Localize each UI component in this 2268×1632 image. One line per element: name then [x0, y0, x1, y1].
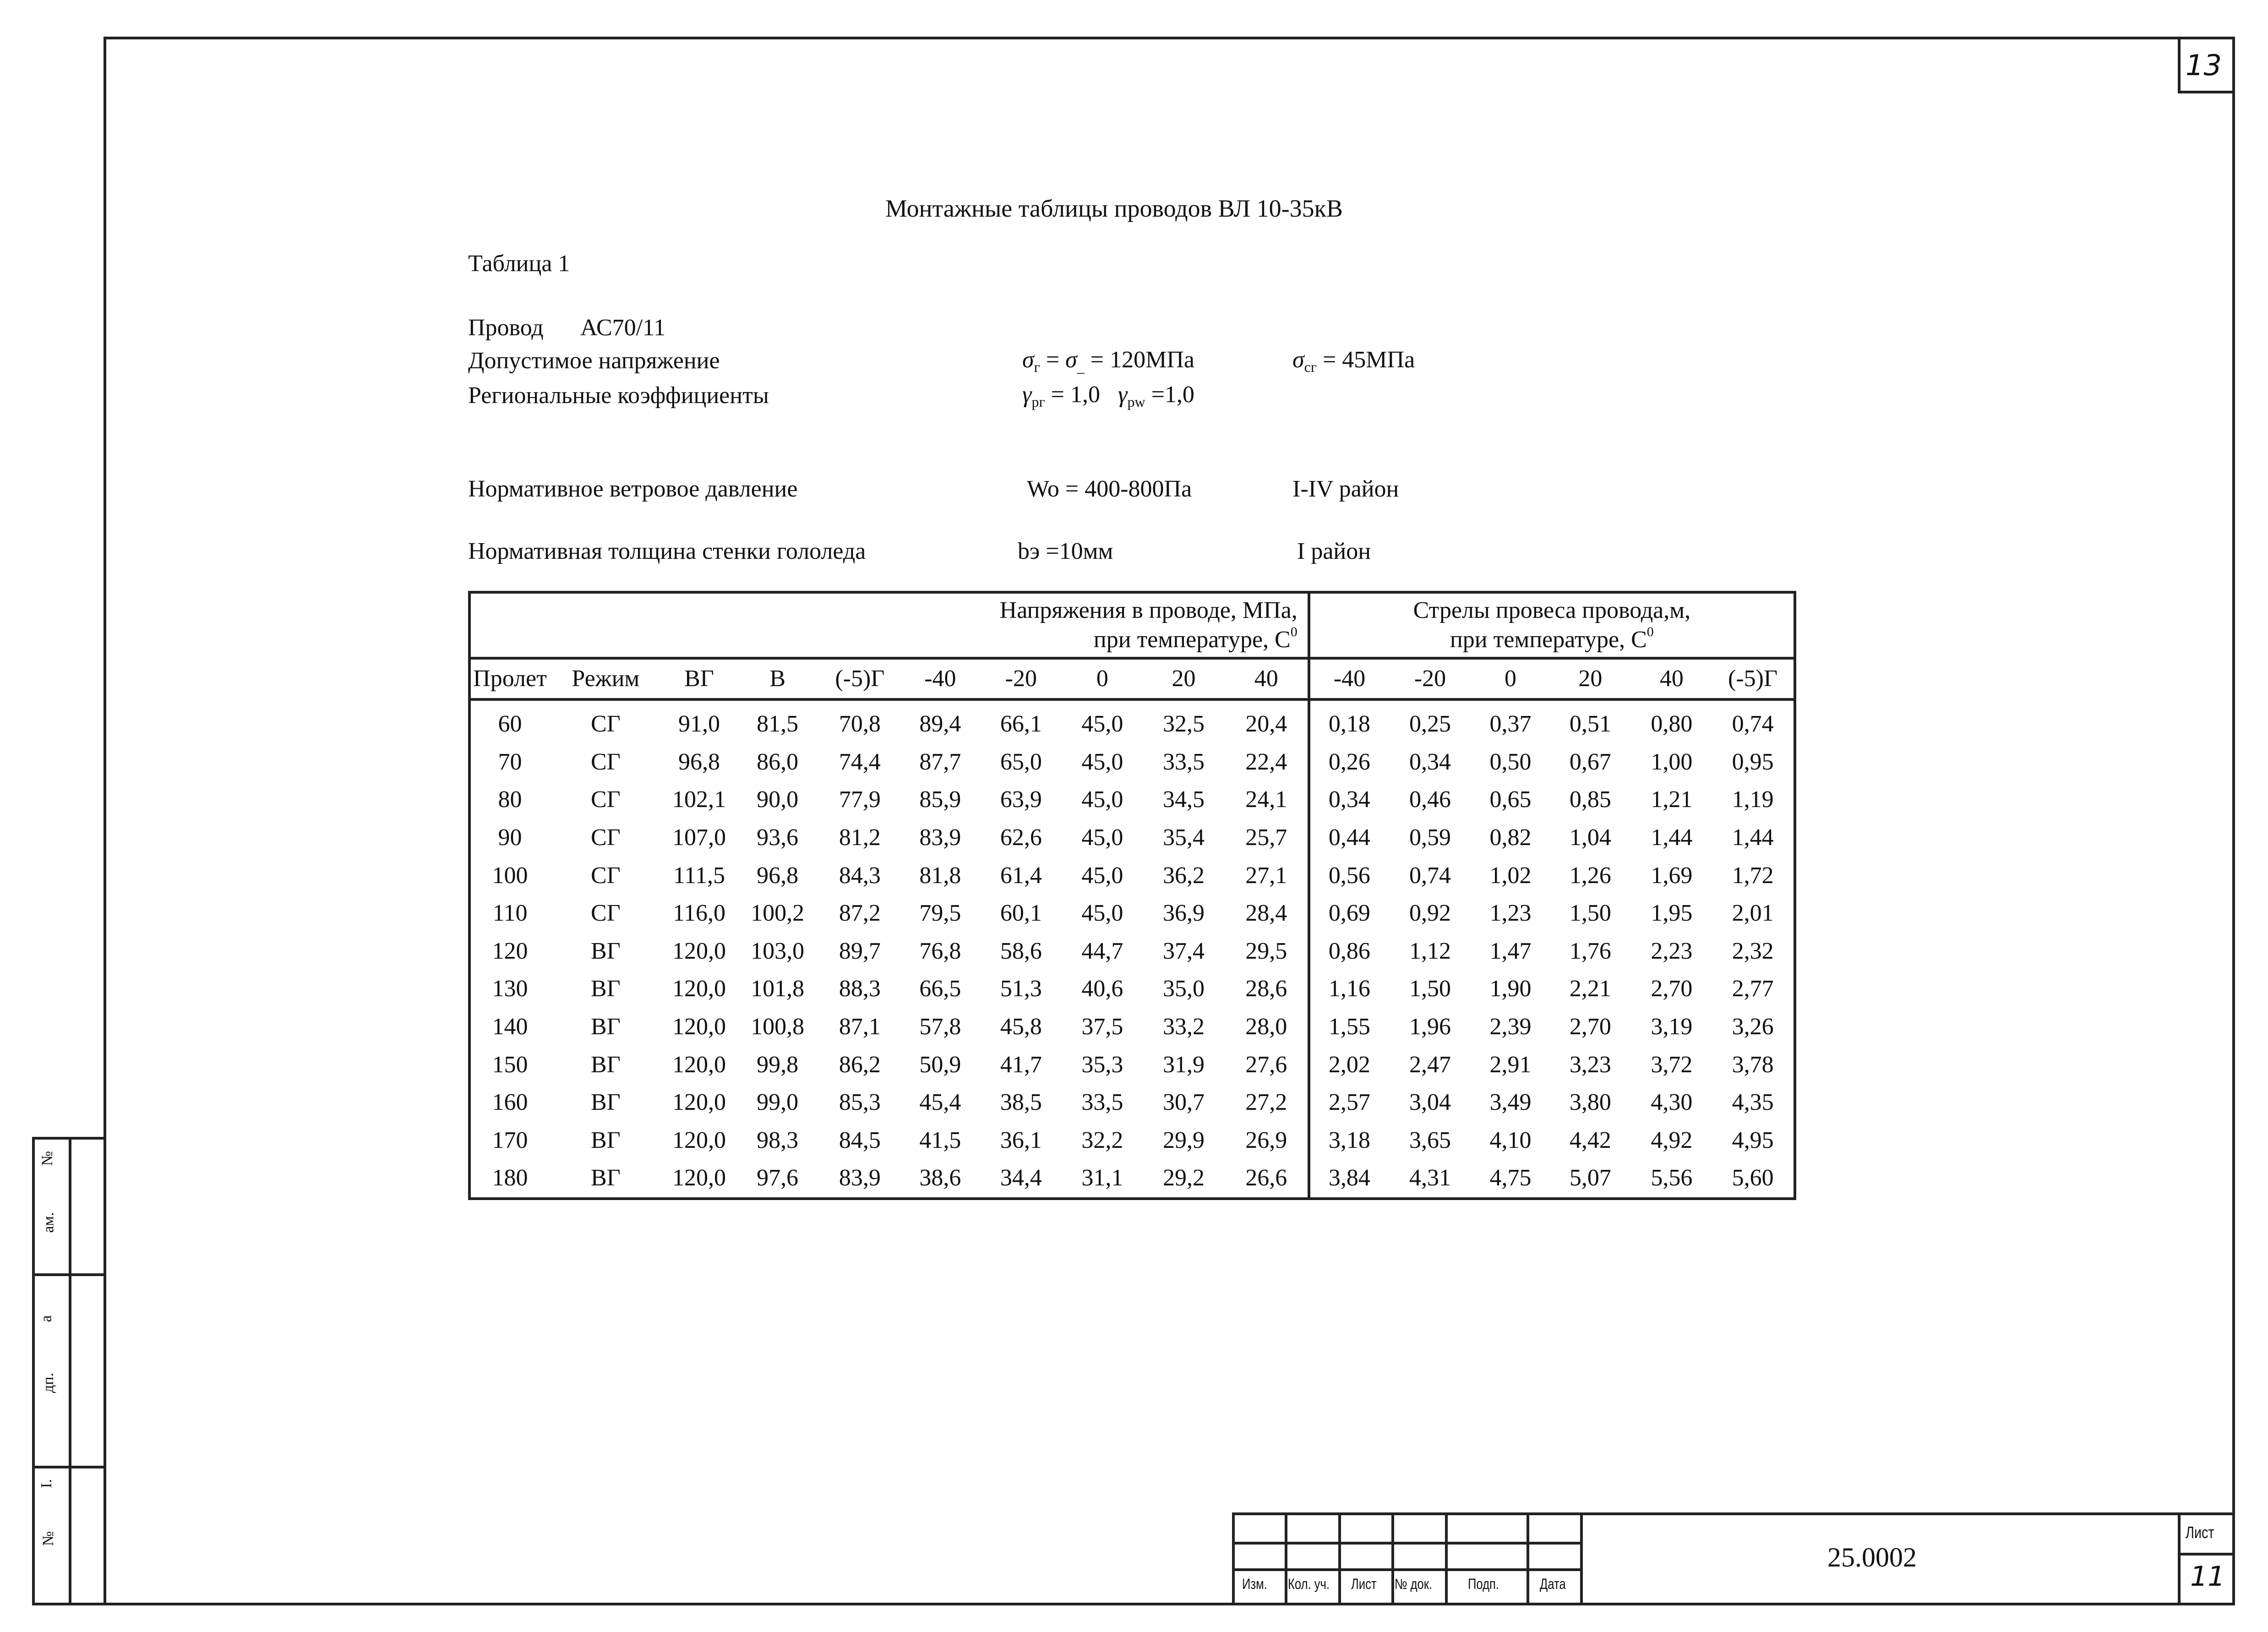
side-stamp-label-4: дп.	[40, 1373, 57, 1393]
coef-label: Региональные коэффициенты	[468, 382, 769, 409]
tb-label-kol: Кол. уч.	[1288, 1576, 1330, 1592]
table-cell: 1,69	[1651, 862, 1693, 889]
table-cell: 60	[498, 711, 522, 737]
side-stamp-label-3: а	[38, 1315, 55, 1322]
table-cell: 0,67	[1569, 748, 1611, 775]
table-cell: 45,0	[1081, 824, 1123, 851]
table-row	[469, 970, 1795, 1008]
table-cell: 28,0	[1225, 1008, 1309, 1046]
sag-group-header: Стрелы провеса провода,м, при температуре, $С^0$	[1309, 592, 1795, 658]
table-cell: 5,07	[1569, 1165, 1611, 1191]
table-cell: 76,8	[919, 938, 961, 964]
table-cell: 110	[492, 900, 528, 927]
table-cell: 27,2	[1225, 1084, 1309, 1122]
table-cell: 70,8	[839, 711, 881, 737]
table-cell: 85,3	[839, 1089, 881, 1116]
table-cell: 116,0	[672, 900, 726, 927]
table-cell: 1,96	[1409, 1014, 1451, 1040]
table-cell: 1,16	[1328, 976, 1370, 1002]
table-cell: 26,6	[1225, 1159, 1309, 1199]
ice-region: I район	[1297, 538, 1371, 564]
table-cell: 45,0	[1081, 862, 1123, 889]
table-cell: 120,0	[672, 1165, 726, 1191]
table-cell: 0,74	[1409, 862, 1451, 889]
table-cell: 70	[498, 748, 522, 775]
table-row	[469, 1084, 1795, 1122]
table-cell: 1,44	[1732, 824, 1774, 851]
tb-label-izm: Изм.	[1242, 1576, 1267, 1592]
table-cell: 84,3	[839, 862, 881, 889]
tb-label-list: Лист	[1351, 1576, 1377, 1592]
column-header: 40	[1225, 658, 1309, 699]
column-header: Режим	[549, 658, 662, 699]
column-header: 20	[1142, 658, 1225, 699]
side-stamp-label-2: ам.	[40, 1212, 57, 1233]
table-cell: 81,5	[757, 711, 799, 737]
page-title: Монтажные таблицы проводов ВЛ 10-35кВ	[885, 195, 1343, 222]
table-cell: 45,0	[1081, 748, 1123, 775]
table-cell: 80	[498, 786, 522, 813]
table-cell: 86,2	[839, 1051, 881, 1078]
side-stamp-row-line-1	[32, 1273, 104, 1276]
table-cell: 2,47	[1409, 1051, 1451, 1078]
table-cell: 0,80	[1651, 711, 1693, 737]
table-cell: 3,04	[1409, 1089, 1451, 1116]
inner-top-line	[2178, 91, 2235, 93]
tb-col-line-2	[1338, 1512, 1341, 1605]
sheet-label: Лист	[2186, 1523, 2214, 1542]
table-cell: 1,95	[1651, 900, 1693, 927]
table-cell: 89,4	[919, 711, 961, 737]
table-cell: 91,0	[678, 711, 720, 737]
side-stamp-divider	[69, 1137, 71, 1605]
table-cell: 89,7	[839, 938, 881, 964]
table-cell: 2,02	[1328, 1051, 1370, 1078]
table-cell: 4,31	[1409, 1165, 1451, 1191]
wire-value: АС70/11	[580, 315, 666, 341]
table-cell: 87,7	[919, 748, 961, 775]
tb-row-line-1	[1232, 1542, 1583, 1545]
table-cell: 4,35	[1732, 1089, 1774, 1116]
table-cell: 0,37	[1489, 711, 1532, 737]
table-row	[469, 933, 1795, 971]
table-cell: 0,86	[1328, 938, 1370, 964]
table-cell: 1,04	[1569, 824, 1611, 851]
table-cell: 0,34	[1409, 748, 1451, 775]
table-cell: 0,59	[1409, 824, 1451, 851]
table-cell: 31,1	[1081, 1165, 1123, 1191]
table-cell: 45,4	[919, 1089, 961, 1116]
table-header-groups	[469, 592, 1795, 658]
table-cell: 83,9	[839, 1165, 881, 1191]
table-row	[469, 1046, 1795, 1084]
table-cell: 35,0	[1162, 976, 1205, 1002]
column-header: В	[736, 658, 819, 699]
table-cell: 1,72	[1732, 862, 1774, 889]
table-cell: 0,26	[1328, 748, 1370, 775]
table-cell: 90,0	[757, 786, 799, 813]
table-cell: 0,50	[1489, 748, 1532, 775]
table-cell: 120,0	[672, 938, 726, 964]
table-cell: 1,19	[1732, 786, 1774, 813]
stress-formula: $\sigma_г = \sigma_{\_} = 120МПа$	[1022, 347, 1194, 375]
column-header: (-5)Г	[1712, 658, 1795, 699]
table-cell: 130	[492, 976, 528, 1002]
title-block	[1232, 1512, 2235, 1605]
table-cell: 3,78	[1732, 1051, 1774, 1078]
table-cell: 90	[498, 824, 522, 851]
table-cell: 0,92	[1409, 900, 1451, 927]
stress-label: Допустимое напряжение	[468, 348, 720, 374]
table-cell: 1,02	[1489, 862, 1532, 889]
side-stamp-row-line-2	[32, 1466, 104, 1468]
table-cell: 2,39	[1489, 1014, 1532, 1040]
tb-label-doc: № док.	[1395, 1576, 1433, 1592]
table-cell: 51,3	[1000, 976, 1042, 1002]
table-cell: 33,5	[1162, 748, 1205, 775]
table-cell: 33,2	[1162, 1014, 1205, 1040]
table-column-headers	[469, 658, 1795, 699]
table-cell: 60,1	[1000, 900, 1042, 927]
table-cell: СГ	[590, 862, 621, 889]
tb-col-line-4	[1445, 1512, 1448, 1605]
table-cell: 62,6	[1000, 824, 1042, 851]
table-cell: 33,5	[1081, 1089, 1123, 1116]
table-cell: 36,9	[1162, 900, 1205, 927]
table-cell: 120,0	[672, 1051, 726, 1078]
table-cell: 41,5	[919, 1127, 961, 1153]
table-cell: 2,70	[1651, 976, 1693, 1002]
table-cell: 120	[492, 938, 528, 964]
table-cell: 79,5	[919, 900, 961, 927]
column-header: -20	[1389, 658, 1472, 699]
table-cell: 2,57	[1328, 1089, 1370, 1116]
table-cell: 65,0	[1000, 748, 1042, 775]
table-cell: 0,69	[1328, 900, 1370, 927]
table-cell: 66,5	[919, 976, 961, 1002]
table-cell: 20,4	[1225, 699, 1309, 743]
column-header: -20	[980, 658, 1063, 699]
table-cell: 3,23	[1569, 1051, 1611, 1078]
table-cell: 32,5	[1162, 711, 1205, 737]
table-cell: 101,8	[751, 976, 805, 1002]
table-cell: СГ	[590, 786, 621, 813]
table-cell: 28,6	[1225, 970, 1309, 1008]
table-cell: 160	[492, 1089, 528, 1116]
table-cell: ВГ	[590, 976, 621, 1002]
wind-value: Wo = 400-800Па	[1027, 476, 1192, 502]
table-cell: 99,0	[757, 1089, 799, 1116]
table-cell: 45,8	[1000, 1014, 1042, 1040]
table-cell: 1,47	[1489, 938, 1532, 964]
table-cell: 1,26	[1569, 862, 1611, 889]
table-cell: 1,90	[1489, 976, 1532, 1002]
table-cell: 100,2	[751, 900, 805, 927]
table-cell: 88,3	[839, 976, 881, 1002]
table-cell: 2,21	[1569, 976, 1611, 1002]
stress-formula-sg: $\sigma_{сг} = 45МПа$	[1292, 347, 1415, 375]
table-cell: 107,0	[672, 824, 726, 851]
table-cell: 1,55	[1328, 1014, 1370, 1040]
table-cell: 58,6	[1000, 938, 1042, 964]
table-cell: 44,7	[1081, 938, 1123, 964]
table-cell: 3,80	[1569, 1089, 1611, 1116]
table-row	[469, 895, 1795, 933]
table-cell: 4,42	[1569, 1127, 1611, 1153]
column-header: 20	[1549, 658, 1631, 699]
tb-col-line-6	[1580, 1512, 1583, 1605]
table-cell: 1,23	[1489, 900, 1532, 927]
table-cell: 29,5	[1225, 933, 1309, 971]
table-cell: СГ	[590, 900, 621, 927]
table-cell: 0,74	[1732, 711, 1774, 737]
table-cell: 2,32	[1732, 938, 1774, 964]
table-cell: 22,4	[1225, 743, 1309, 781]
tb-sheet-row-line	[2178, 1553, 2235, 1556]
table-cell: 140	[492, 1014, 528, 1040]
table-cell: 0,56	[1328, 862, 1370, 889]
table-cell: 103,0	[751, 938, 805, 964]
table-cell: 98,3	[757, 1127, 799, 1153]
table-cell: 180	[492, 1165, 528, 1191]
table-cell: 2,70	[1569, 1014, 1611, 1040]
tb-col-line-1	[1285, 1512, 1287, 1605]
table-cell: 57,8	[919, 1014, 961, 1040]
side-stamp-label-6: №	[40, 1531, 57, 1546]
tb-label-podp: Подп.	[1468, 1576, 1499, 1592]
column-header: -40	[1309, 658, 1389, 699]
table-cell: 35,4	[1162, 824, 1205, 851]
table-cell: 35,3	[1081, 1051, 1123, 1078]
table-cell: 0,18	[1328, 711, 1370, 737]
table-row	[469, 1008, 1795, 1046]
column-header: 40	[1631, 658, 1712, 699]
table-cell: 29,2	[1162, 1165, 1205, 1191]
side-stamp-label-5: I.	[38, 1479, 55, 1488]
table-cell: 61,4	[1000, 862, 1042, 889]
table-cell: 3,19	[1651, 1014, 1693, 1040]
table-cell: 50,9	[919, 1051, 961, 1078]
table-cell: 1,76	[1569, 938, 1611, 964]
table-cell: 2,01	[1732, 900, 1774, 927]
table-cell: 81,2	[839, 824, 881, 851]
table-cell: 2,23	[1651, 938, 1693, 964]
table-row	[469, 819, 1795, 857]
sheet-number: 11	[2190, 1561, 2225, 1593]
tb-sheet-col-line	[2178, 1512, 2181, 1605]
table-cell: 120,0	[672, 1089, 726, 1116]
table-cell: 0,34	[1328, 786, 1370, 813]
table-cell: 100	[492, 862, 528, 889]
tb-col-line-3	[1391, 1512, 1394, 1605]
table-cell: 4,30	[1651, 1089, 1693, 1116]
table-cell: ВГ	[590, 1127, 621, 1153]
table-cell: 5,56	[1651, 1165, 1693, 1191]
table-cell: 100,8	[751, 1014, 805, 1040]
table-cell: 1,50	[1569, 900, 1611, 927]
table-cell: 120,0	[672, 976, 726, 1002]
table-cell: 38,5	[1000, 1089, 1042, 1116]
table-cell: 87,1	[839, 1014, 881, 1040]
table-cell: 36,1	[1000, 1127, 1042, 1153]
table-cell: 5,60	[1732, 1165, 1774, 1191]
table-cell: 37,5	[1081, 1014, 1123, 1040]
table-row	[469, 857, 1795, 895]
table-cell: СГ	[590, 748, 621, 775]
table-cell: 1,44	[1651, 824, 1693, 851]
side-stamp-label-1: №	[39, 1151, 56, 1166]
wire-table	[468, 591, 1796, 1200]
table-row	[469, 699, 1795, 743]
table-cell: 36,2	[1162, 862, 1205, 889]
table-cell: 120,0	[672, 1127, 726, 1153]
table-label: Таблица 1	[468, 251, 570, 277]
table-cell: 63,9	[1000, 786, 1042, 813]
table-cell: ВГ	[590, 1014, 621, 1040]
table-cell: 26,9	[1225, 1122, 1309, 1160]
table-cell: 66,1	[1000, 711, 1042, 737]
table-cell: 86,0	[757, 748, 799, 775]
column-header: ВГ	[662, 658, 736, 699]
table-cell: 0,44	[1328, 824, 1370, 851]
table-cell: 41,7	[1000, 1051, 1042, 1078]
table-cell: 28,4	[1225, 895, 1309, 933]
table-cell: 34,4	[1000, 1165, 1042, 1191]
table-cell: 74,4	[839, 748, 881, 775]
page-number-top: 13	[2186, 49, 2222, 82]
tb-col-line-5	[1527, 1512, 1529, 1605]
table-cell: 0,95	[1732, 748, 1774, 775]
table-cell: СГ	[590, 824, 621, 851]
tb-row-line-2	[1232, 1568, 1583, 1571]
column-header: 0	[1472, 658, 1549, 699]
table-cell: 0,46	[1409, 786, 1451, 813]
table-cell: ВГ	[590, 1089, 621, 1116]
table-cell: 87,2	[839, 900, 881, 927]
table-cell: 150	[492, 1051, 528, 1078]
table-cell: СГ	[590, 711, 621, 737]
table-cell: 0,85	[1569, 786, 1611, 813]
table-cell: 99,8	[757, 1051, 799, 1078]
ice-label: Нормативная толщина стенки гололеда	[468, 538, 866, 564]
table-cell: 81,8	[919, 862, 961, 889]
table-cell: ВГ	[590, 1165, 621, 1191]
table-cell: 25,7	[1225, 819, 1309, 857]
table-cell: 31,9	[1162, 1051, 1205, 1078]
table-cell: 97,6	[757, 1165, 799, 1191]
table-cell: 3,26	[1732, 1014, 1774, 1040]
doc-code: 25.0002	[1827, 1542, 1917, 1572]
table-cell: 45,0	[1081, 786, 1123, 813]
table-cell: 0,82	[1489, 824, 1532, 851]
table-cell: 0,65	[1489, 786, 1532, 813]
table-cell: ВГ	[590, 938, 621, 964]
table-cell: 96,8	[757, 862, 799, 889]
table-cell: 111,5	[673, 862, 725, 889]
table-cell: 77,9	[839, 786, 881, 813]
table-cell: 93,6	[757, 824, 799, 851]
table-cell: 1,50	[1409, 976, 1451, 1002]
table-cell: 34,5	[1162, 786, 1205, 813]
table-cell: 2,77	[1732, 976, 1774, 1002]
table-row	[469, 781, 1795, 819]
table-cell: 3,72	[1651, 1051, 1693, 1078]
column-header: (-5)Г	[819, 658, 901, 699]
table-cell: 4,75	[1489, 1165, 1532, 1191]
wind-region: I-IV район	[1292, 476, 1399, 502]
table-cell: 40,6	[1081, 976, 1123, 1002]
table-cell: 0,25	[1409, 711, 1451, 737]
table-cell: 3,65	[1409, 1127, 1451, 1153]
table-row	[469, 1159, 1795, 1199]
table-cell: 45,0	[1081, 900, 1123, 927]
table-cell: 30,7	[1162, 1089, 1205, 1116]
table-cell: 37,4	[1162, 938, 1205, 964]
table-cell: 27,6	[1225, 1046, 1309, 1084]
table-row	[469, 1122, 1795, 1160]
table-cell: 1,00	[1651, 748, 1693, 775]
table-cell: 96,8	[678, 748, 720, 775]
tb-label-data: Дата	[1540, 1576, 1566, 1592]
ice-value: bэ =10мм	[1018, 538, 1113, 564]
table-cell: ВГ	[590, 1051, 621, 1078]
table-cell: 3,49	[1489, 1089, 1532, 1116]
table-cell: 29,9	[1162, 1127, 1205, 1153]
table-cell: 170	[492, 1127, 528, 1153]
column-header: 0	[1063, 658, 1142, 699]
table-cell: 3,18	[1328, 1127, 1370, 1153]
table-cell: 27,1	[1225, 857, 1309, 895]
table-cell: 45,0	[1081, 711, 1123, 737]
table-cell: 1,21	[1651, 786, 1693, 813]
table-cell: 84,5	[839, 1127, 881, 1153]
table-cell: 1,12	[1409, 938, 1451, 964]
table-cell: 85,9	[919, 786, 961, 813]
column-header: -40	[901, 658, 980, 699]
table-cell: 83,9	[919, 824, 961, 851]
table-cell: 38,6	[919, 1165, 961, 1191]
table-cell: 120,0	[672, 1014, 726, 1040]
stress-group-header: Напряжения в проводе, МПа, при температуре, $С^0$	[469, 592, 1309, 658]
table-cell: 4,95	[1732, 1127, 1774, 1153]
table-cell: 24,1	[1225, 781, 1309, 819]
wire-label: Провод	[468, 315, 544, 341]
table-cell: 0,51	[1569, 711, 1611, 737]
table-cell: 4,92	[1651, 1127, 1693, 1153]
table-cell: 2,91	[1489, 1051, 1532, 1078]
table-cell: 3,84	[1328, 1165, 1370, 1191]
coef-formula: $\gamma_{рг} = 1,0$ $\gamma_{pw} =1,0$	[1022, 382, 1194, 410]
wind-label: Нормативное ветровое давление	[468, 476, 798, 502]
table-body	[469, 699, 1795, 1199]
column-header: Пролет	[469, 658, 549, 699]
table-row	[469, 743, 1795, 781]
table-cell: 4,10	[1489, 1127, 1532, 1153]
table-cell: 102,1	[672, 786, 726, 813]
table-cell: 32,2	[1081, 1127, 1123, 1153]
